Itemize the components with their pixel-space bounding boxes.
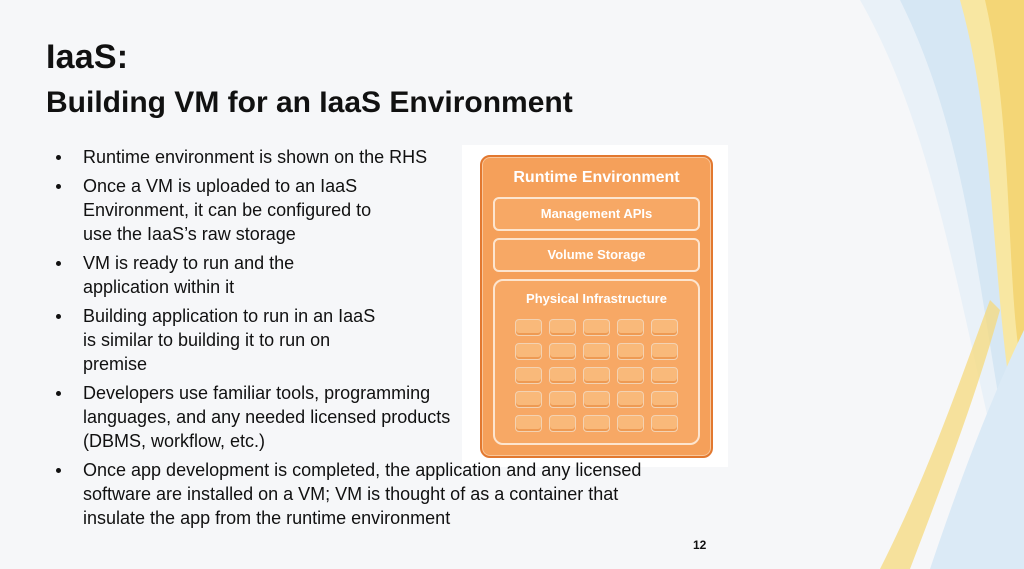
slide-subtitle: Building VM for an IaaS Environment	[46, 86, 573, 119]
bullet-text: Once app development is completed, the application and any licensed software are installed on a VM; VM is thought of as a container that insulate the app from the runtime environment	[83, 460, 642, 528]
bullet-text: VM is ready to run and the application within it	[83, 253, 295, 297]
bullet-text: Building application to run in an IaaS is similar to building it to run on premise	[83, 306, 376, 374]
runtime-environment-label: Runtime Environment	[513, 169, 680, 186]
bullet-list	[54, 145, 694, 535]
page-number: 12	[693, 538, 707, 552]
bullet-item	[54, 381, 463, 453]
bullet-item	[54, 304, 383, 376]
bullet-item	[54, 145, 503, 169]
management-apis-box: Management APIs	[493, 197, 700, 231]
bullet-dot	[56, 314, 61, 319]
bullet-dot	[56, 468, 61, 473]
bullet-dot	[56, 261, 61, 266]
physical-infrastructure-label: Physical Infrastructure	[526, 291, 667, 306]
volume-storage-box: Volume Storage	[493, 238, 700, 272]
bullet-dot	[56, 184, 61, 189]
bullet-item	[54, 174, 393, 246]
bullet-text: Runtime environment is shown on the RHS	[83, 147, 428, 167]
bullet-text: Developers use familiar tools, programming languages, and any needed licensed products (DBMS, workflow, etc.)	[83, 383, 451, 451]
bullet-item	[54, 251, 343, 299]
slide-title: IaaS:	[46, 38, 129, 76]
bullet-text: Once a VM is uploaded to an IaaS Environment, it can be configured to use the IaaS’s raw storage	[83, 176, 372, 244]
bullet-dot	[56, 155, 61, 160]
bullet-item	[54, 458, 683, 530]
bullet-dot	[56, 391, 61, 396]
